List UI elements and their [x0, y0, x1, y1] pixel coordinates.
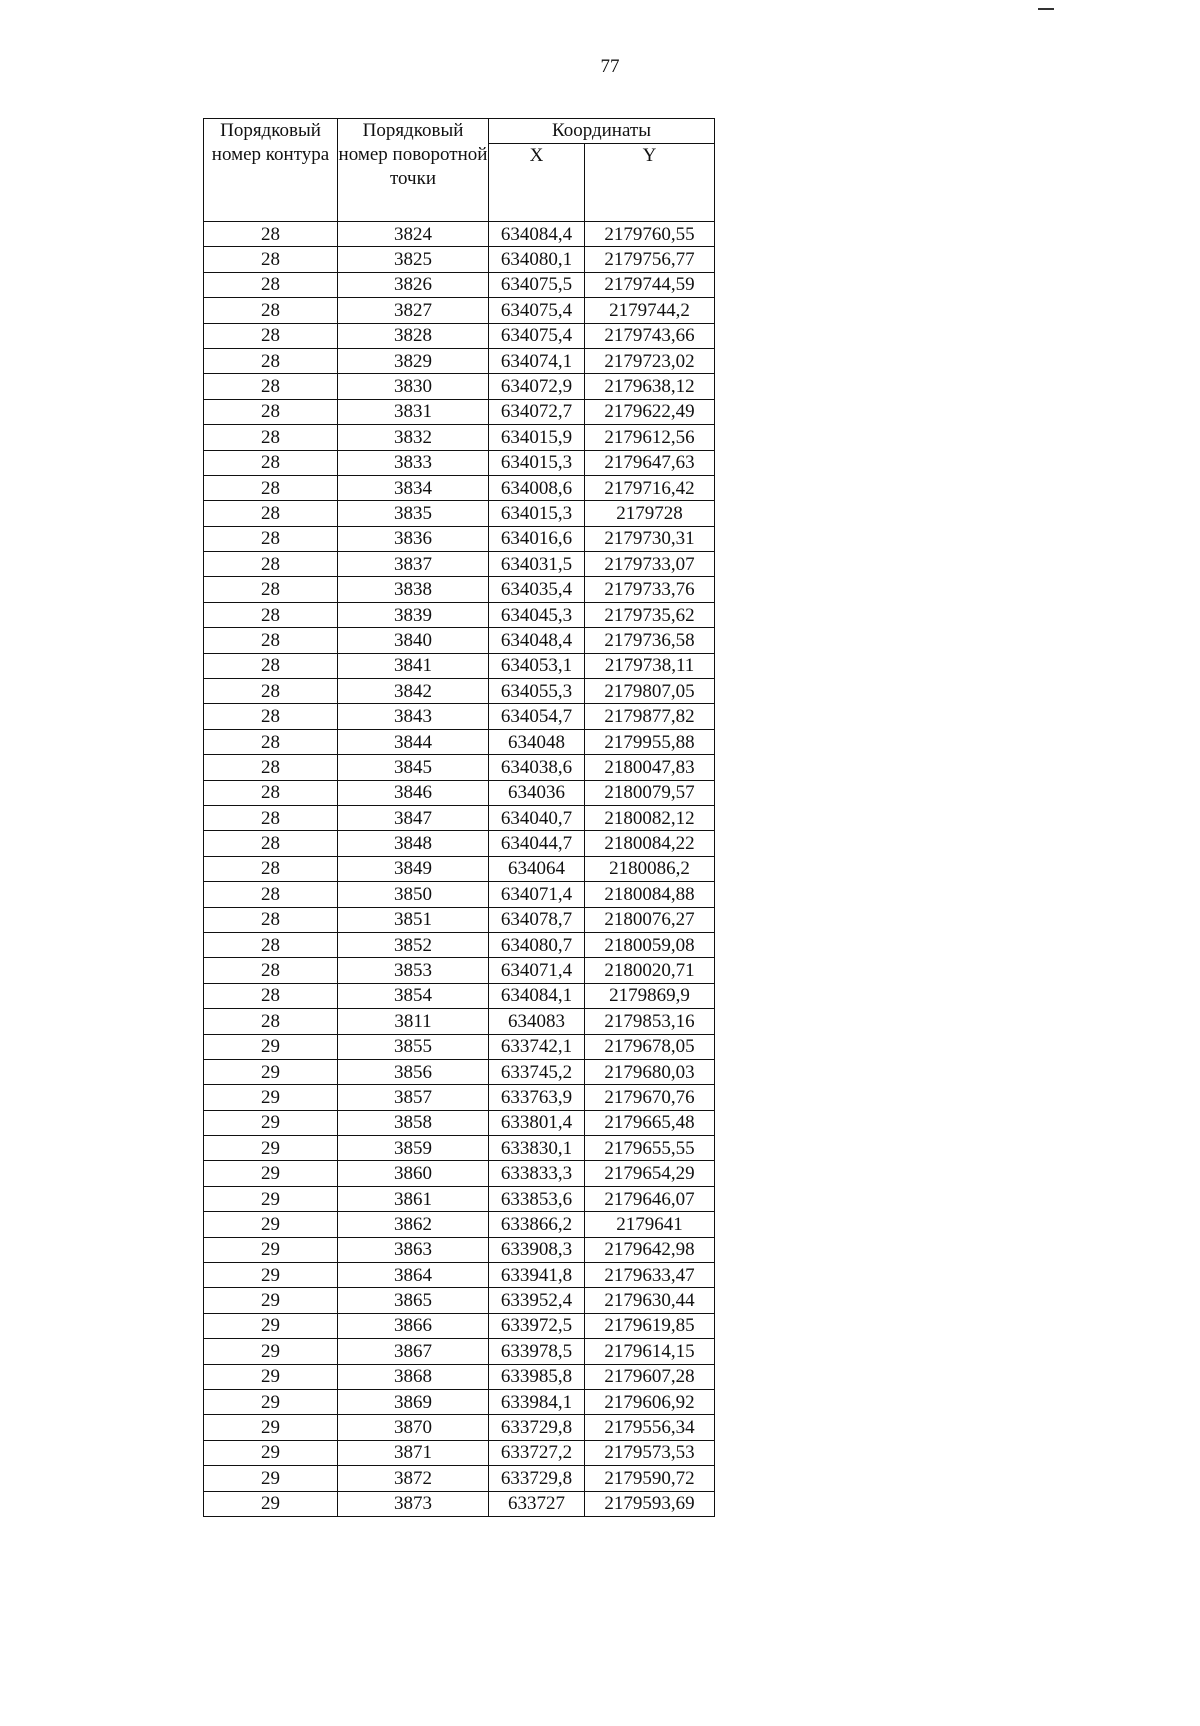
scan-mark [1038, 8, 1054, 10]
cell-point: 3847 [338, 805, 489, 830]
cell-y: 2179869,9 [585, 983, 715, 1008]
cell-y: 2179630,44 [585, 1288, 715, 1313]
cell-y: 2180079,57 [585, 780, 715, 805]
table-row [204, 1339, 715, 1364]
cell-contour: 28 [204, 907, 338, 932]
cell-x: 633984,1 [489, 1389, 585, 1414]
cell-y: 2179736,58 [585, 628, 715, 653]
table-row [204, 1263, 715, 1288]
header-coordinates: Координаты [489, 119, 715, 144]
table-row [204, 425, 715, 450]
cell-y: 2180082,12 [585, 805, 715, 830]
cell-x: 633908,3 [489, 1237, 585, 1262]
cell-point: 3861 [338, 1186, 489, 1211]
cell-x: 634075,5 [489, 272, 585, 297]
header-x: X [489, 144, 585, 222]
cell-x: 634084,4 [489, 222, 585, 247]
cell-point: 3832 [338, 425, 489, 450]
cell-x: 633763,9 [489, 1085, 585, 1110]
cell-x: 633742,1 [489, 1034, 585, 1059]
cell-contour: 29 [204, 1440, 338, 1465]
cell-x: 633729,8 [489, 1415, 585, 1440]
cell-x: 634015,9 [489, 425, 585, 450]
cell-x: 633972,5 [489, 1313, 585, 1338]
cell-x: 634045,3 [489, 602, 585, 627]
table-row [204, 450, 715, 475]
table-row [204, 1009, 715, 1034]
cell-point: 3855 [338, 1034, 489, 1059]
table-body [204, 222, 715, 1517]
cell-point: 3862 [338, 1212, 489, 1237]
cell-point: 3811 [338, 1009, 489, 1034]
table-row [204, 1237, 715, 1262]
cell-x: 634015,3 [489, 450, 585, 475]
cell-point: 3840 [338, 628, 489, 653]
cell-x: 634074,1 [489, 348, 585, 373]
table-row [204, 1364, 715, 1389]
table-row [204, 729, 715, 754]
cell-point: 3827 [338, 298, 489, 323]
cell-y: 2179744,2 [585, 298, 715, 323]
cell-point: 3843 [338, 704, 489, 729]
table-row [204, 247, 715, 272]
cell-x: 633727 [489, 1491, 585, 1516]
cell-x: 634015,3 [489, 501, 585, 526]
table-row [204, 1491, 715, 1516]
cell-x: 634083 [489, 1009, 585, 1034]
cell-point: 3853 [338, 958, 489, 983]
cell-contour: 29 [204, 1415, 338, 1440]
cell-point: 3844 [338, 729, 489, 754]
cell-y: 2179556,34 [585, 1415, 715, 1440]
cell-point: 3866 [338, 1313, 489, 1338]
cell-contour: 28 [204, 704, 338, 729]
cell-point: 3846 [338, 780, 489, 805]
cell-y: 2180047,83 [585, 755, 715, 780]
cell-y: 2179807,05 [585, 679, 715, 704]
cell-y: 2179733,76 [585, 577, 715, 602]
cell-contour: 28 [204, 501, 338, 526]
cell-contour: 29 [204, 1389, 338, 1414]
cell-y: 2179633,47 [585, 1263, 715, 1288]
cell-y: 2179744,59 [585, 272, 715, 297]
cell-x: 633978,5 [489, 1339, 585, 1364]
cell-point: 3869 [338, 1389, 489, 1414]
cell-y: 2179730,31 [585, 526, 715, 551]
table-row [204, 831, 715, 856]
cell-x: 633985,8 [489, 1364, 585, 1389]
cell-contour: 29 [204, 1161, 338, 1186]
cell-x: 634038,6 [489, 755, 585, 780]
table-row [204, 1034, 715, 1059]
cell-point: 3852 [338, 932, 489, 957]
cell-x: 634072,7 [489, 399, 585, 424]
cell-y: 2179760,55 [585, 222, 715, 247]
table-row [204, 1085, 715, 1110]
table-row [204, 1110, 715, 1135]
cell-point: 3856 [338, 1059, 489, 1084]
table-row [204, 1466, 715, 1491]
cell-y: 2179642,98 [585, 1237, 715, 1262]
cell-y: 2179654,29 [585, 1161, 715, 1186]
header-contour-number: Порядковый номер контура [204, 119, 338, 222]
header-y: Y [585, 144, 715, 222]
cell-x: 634048,4 [489, 628, 585, 653]
table-row [204, 323, 715, 348]
cell-point: 3868 [338, 1364, 489, 1389]
cell-contour: 28 [204, 602, 338, 627]
table-row [204, 501, 715, 526]
cell-point: 3824 [338, 222, 489, 247]
cell-y: 2179716,42 [585, 475, 715, 500]
table-row [204, 552, 715, 577]
cell-contour: 28 [204, 729, 338, 754]
cell-contour: 29 [204, 1339, 338, 1364]
table-row [204, 983, 715, 1008]
table-row [204, 602, 715, 627]
page-number: 77 [600, 56, 620, 77]
header-point-number: Порядковый номер поворотной точки [338, 119, 489, 222]
cell-point: 3870 [338, 1415, 489, 1440]
cell-point: 3842 [338, 679, 489, 704]
cell-y: 2179612,56 [585, 425, 715, 450]
cell-y: 2179735,62 [585, 602, 715, 627]
cell-y: 2180059,08 [585, 932, 715, 957]
cell-point: 3872 [338, 1466, 489, 1491]
cell-contour: 29 [204, 1288, 338, 1313]
cell-y: 2180084,88 [585, 882, 715, 907]
cell-contour: 28 [204, 932, 338, 957]
cell-y: 2179733,07 [585, 552, 715, 577]
cell-contour: 28 [204, 653, 338, 678]
cell-x: 634040,7 [489, 805, 585, 830]
table-row [204, 577, 715, 602]
cell-point: 3841 [338, 653, 489, 678]
cell-x: 633801,4 [489, 1110, 585, 1135]
cell-x: 634072,9 [489, 374, 585, 399]
cell-x: 633745,2 [489, 1059, 585, 1084]
cell-contour: 29 [204, 1034, 338, 1059]
cell-contour: 28 [204, 805, 338, 830]
cell-y: 2179738,11 [585, 653, 715, 678]
cell-contour: 28 [204, 323, 338, 348]
cell-contour: 29 [204, 1237, 338, 1262]
cell-contour: 29 [204, 1110, 338, 1135]
table-row [204, 805, 715, 830]
cell-point: 3863 [338, 1237, 489, 1262]
cell-contour: 28 [204, 348, 338, 373]
cell-point: 3831 [338, 399, 489, 424]
cell-y: 2180086,2 [585, 856, 715, 881]
cell-x: 633729,8 [489, 1466, 585, 1491]
cell-x: 634080,1 [489, 247, 585, 272]
cell-contour: 29 [204, 1085, 338, 1110]
table-row [204, 1415, 715, 1440]
table-row [204, 399, 715, 424]
cell-point: 3867 [338, 1339, 489, 1364]
cell-point: 3830 [338, 374, 489, 399]
cell-contour: 28 [204, 222, 338, 247]
cell-y: 2179646,07 [585, 1186, 715, 1211]
cell-x: 634053,1 [489, 653, 585, 678]
table-row [204, 932, 715, 957]
cell-x: 634075,4 [489, 298, 585, 323]
cell-y: 2179723,02 [585, 348, 715, 373]
cell-contour: 28 [204, 882, 338, 907]
cell-contour: 28 [204, 983, 338, 1008]
table-row [204, 475, 715, 500]
cell-y: 2179606,92 [585, 1389, 715, 1414]
table-row [204, 679, 715, 704]
cell-contour: 28 [204, 1009, 338, 1034]
table-row [204, 1059, 715, 1084]
cell-point: 3825 [338, 247, 489, 272]
cell-y: 2179665,48 [585, 1110, 715, 1135]
cell-point: 3839 [338, 602, 489, 627]
cell-point: 3871 [338, 1440, 489, 1465]
cell-x: 634016,6 [489, 526, 585, 551]
cell-x: 633941,8 [489, 1263, 585, 1288]
cell-x: 634078,7 [489, 907, 585, 932]
cell-contour: 29 [204, 1186, 338, 1211]
cell-contour: 29 [204, 1491, 338, 1516]
cell-y: 2179614,15 [585, 1339, 715, 1364]
cell-contour: 29 [204, 1136, 338, 1161]
table-row [204, 298, 715, 323]
cell-x: 633830,1 [489, 1136, 585, 1161]
cell-point: 3857 [338, 1085, 489, 1110]
cell-y: 2180020,71 [585, 958, 715, 983]
cell-y: 2179590,72 [585, 1466, 715, 1491]
table-row [204, 907, 715, 932]
cell-y: 2179619,85 [585, 1313, 715, 1338]
table-row [204, 348, 715, 373]
cell-x: 634031,5 [489, 552, 585, 577]
cell-x: 634035,4 [489, 577, 585, 602]
cell-point: 3860 [338, 1161, 489, 1186]
cell-x: 633833,3 [489, 1161, 585, 1186]
cell-x: 634036 [489, 780, 585, 805]
cell-y: 2179743,66 [585, 323, 715, 348]
table-row [204, 1212, 715, 1237]
cell-y: 2179607,28 [585, 1364, 715, 1389]
cell-contour: 28 [204, 374, 338, 399]
table-row [204, 1440, 715, 1465]
cell-point: 3849 [338, 856, 489, 881]
table-row [204, 1161, 715, 1186]
cell-contour: 28 [204, 856, 338, 881]
cell-contour: 28 [204, 958, 338, 983]
cell-contour: 28 [204, 272, 338, 297]
table-row [204, 755, 715, 780]
cell-y: 2179622,49 [585, 399, 715, 424]
cell-y: 2179593,69 [585, 1491, 715, 1516]
cell-x: 634044,7 [489, 831, 585, 856]
cell-point: 3859 [338, 1136, 489, 1161]
table-row [204, 958, 715, 983]
cell-y: 2179678,05 [585, 1034, 715, 1059]
cell-contour: 28 [204, 247, 338, 272]
cell-y: 2179955,88 [585, 729, 715, 754]
cell-point: 3864 [338, 1263, 489, 1288]
table-row [204, 374, 715, 399]
cell-point: 3858 [338, 1110, 489, 1135]
table-row [204, 780, 715, 805]
cell-y: 2180076,27 [585, 907, 715, 932]
cell-point: 3836 [338, 526, 489, 551]
cell-point: 3850 [338, 882, 489, 907]
cell-contour: 28 [204, 780, 338, 805]
table-row [204, 222, 715, 247]
cell-point: 3834 [338, 475, 489, 500]
cell-contour: 29 [204, 1466, 338, 1491]
cell-y: 2179573,53 [585, 1440, 715, 1465]
table-row [204, 628, 715, 653]
cell-y: 2179641 [585, 1212, 715, 1237]
table-row [204, 1288, 715, 1313]
cell-contour: 28 [204, 577, 338, 602]
cell-y: 2180084,22 [585, 831, 715, 856]
cell-point: 3851 [338, 907, 489, 932]
cell-y: 2179680,03 [585, 1059, 715, 1084]
cell-contour: 28 [204, 298, 338, 323]
coordinates-table [203, 118, 715, 1517]
cell-contour: 28 [204, 450, 338, 475]
cell-contour: 29 [204, 1364, 338, 1389]
table-row [204, 1389, 715, 1414]
table-row [204, 856, 715, 881]
cell-point: 3829 [338, 348, 489, 373]
cell-point: 3835 [338, 501, 489, 526]
table-row [204, 526, 715, 551]
cell-point: 3854 [338, 983, 489, 1008]
cell-point: 3837 [338, 552, 489, 577]
cell-x: 633866,2 [489, 1212, 585, 1237]
cell-x: 634064 [489, 856, 585, 881]
cell-y: 2179670,76 [585, 1085, 715, 1110]
cell-contour: 29 [204, 1212, 338, 1237]
cell-y: 2179728 [585, 501, 715, 526]
cell-contour: 29 [204, 1059, 338, 1084]
cell-x: 634054,7 [489, 704, 585, 729]
cell-x: 633853,6 [489, 1186, 585, 1211]
cell-x: 634048 [489, 729, 585, 754]
table-header [204, 119, 715, 222]
cell-x: 634055,3 [489, 679, 585, 704]
cell-y: 2179655,55 [585, 1136, 715, 1161]
cell-x: 633727,2 [489, 1440, 585, 1465]
cell-point: 3826 [338, 272, 489, 297]
cell-point: 3848 [338, 831, 489, 856]
cell-y: 2179756,77 [585, 247, 715, 272]
table-row [204, 1186, 715, 1211]
cell-point: 3828 [338, 323, 489, 348]
cell-contour: 28 [204, 475, 338, 500]
cell-y: 2179647,63 [585, 450, 715, 475]
cell-x: 633952,4 [489, 1288, 585, 1313]
cell-contour: 28 [204, 831, 338, 856]
cell-contour: 28 [204, 399, 338, 424]
cell-y: 2179853,16 [585, 1009, 715, 1034]
table-row [204, 1313, 715, 1338]
table-row [204, 272, 715, 297]
cell-x: 634071,4 [489, 958, 585, 983]
table-row [204, 704, 715, 729]
cell-contour: 29 [204, 1313, 338, 1338]
cell-x: 634071,4 [489, 882, 585, 907]
cell-y: 2179877,82 [585, 704, 715, 729]
cell-contour: 28 [204, 552, 338, 577]
cell-point: 3865 [338, 1288, 489, 1313]
table-row [204, 653, 715, 678]
cell-contour: 28 [204, 526, 338, 551]
cell-point: 3873 [338, 1491, 489, 1516]
cell-y: 2179638,12 [585, 374, 715, 399]
cell-contour: 28 [204, 425, 338, 450]
table-row [204, 882, 715, 907]
cell-point: 3838 [338, 577, 489, 602]
cell-x: 634008,6 [489, 475, 585, 500]
cell-x: 634084,1 [489, 983, 585, 1008]
cell-contour: 29 [204, 1263, 338, 1288]
cell-x: 634075,4 [489, 323, 585, 348]
cell-point: 3833 [338, 450, 489, 475]
table-row [204, 1136, 715, 1161]
cell-point: 3845 [338, 755, 489, 780]
cell-contour: 28 [204, 679, 338, 704]
cell-x: 634080,7 [489, 932, 585, 957]
cell-contour: 28 [204, 755, 338, 780]
cell-contour: 28 [204, 628, 338, 653]
